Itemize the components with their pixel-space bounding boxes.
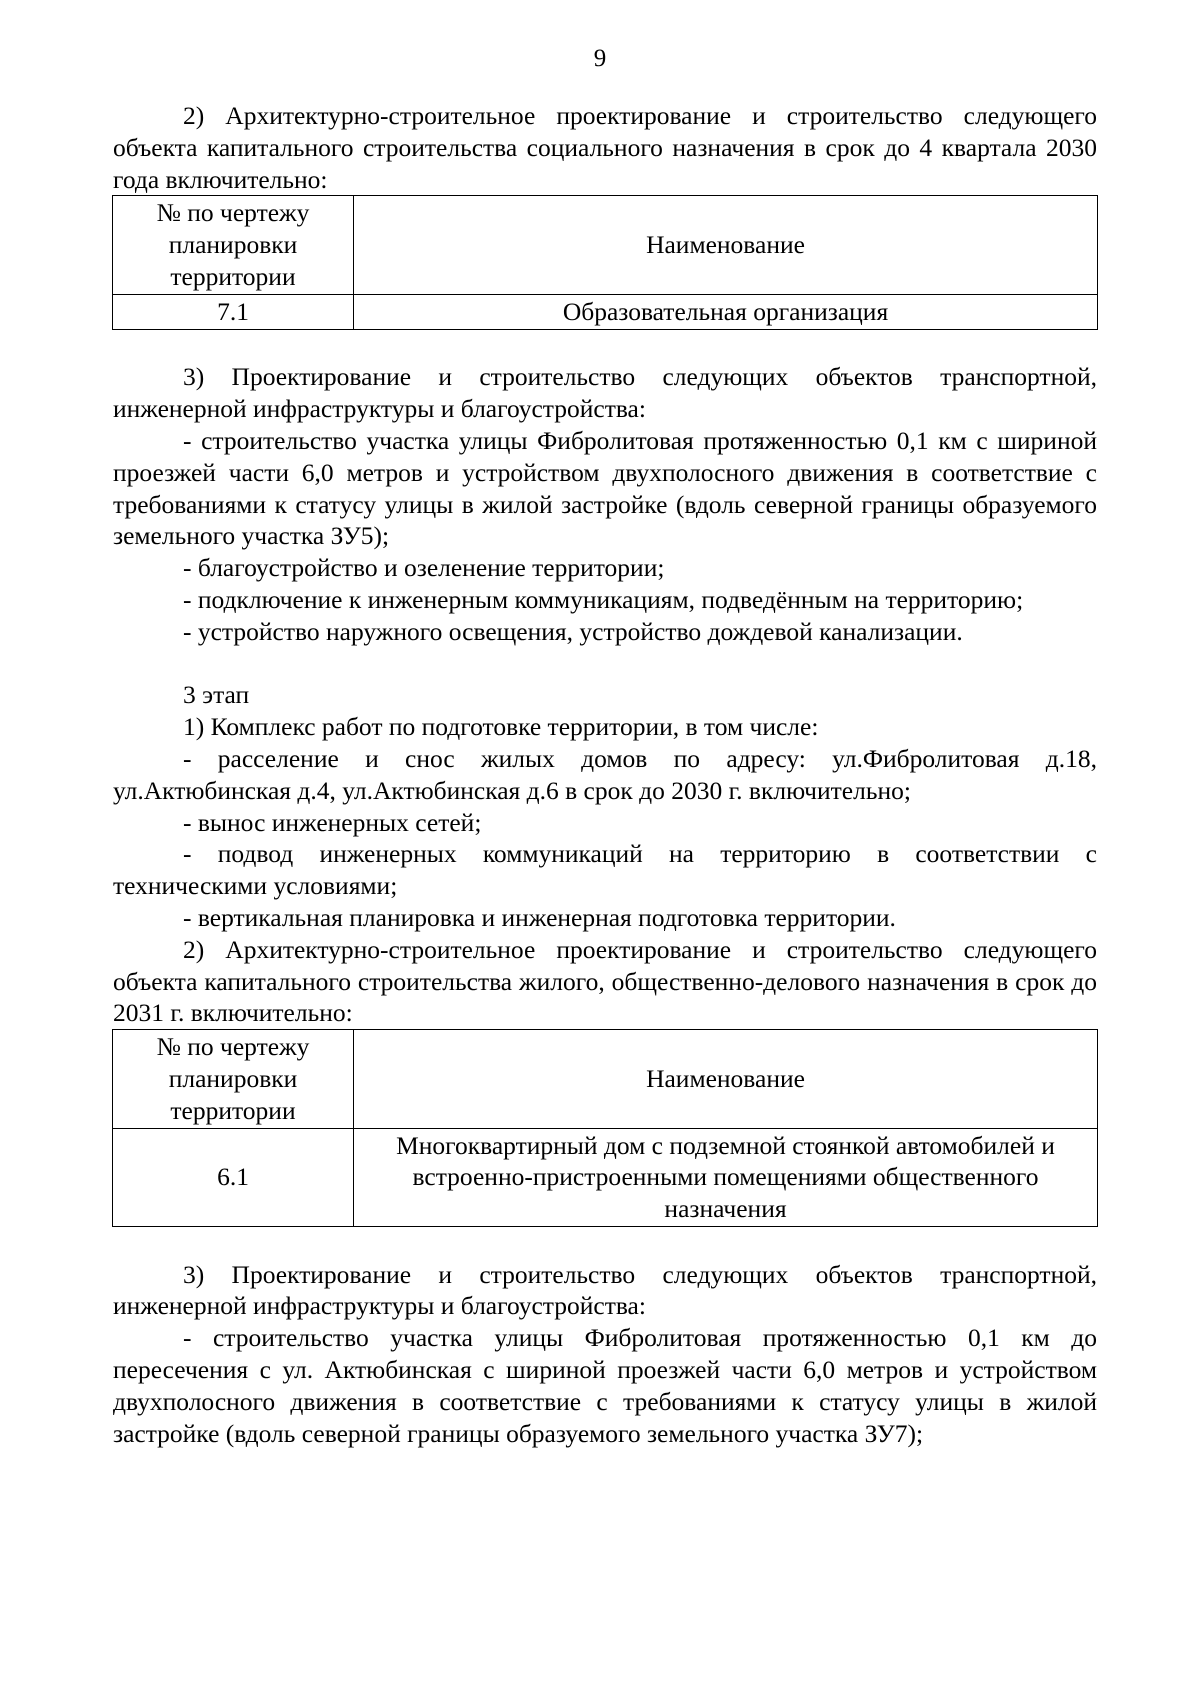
page-number: 9	[593, 45, 607, 72]
list-item: - расселение и снос жилых домов по адресу: ул.Фибролитовая д.18, ул.Актюбинская д.4, ул.Актюбинская д.6 в срок до 2030 г. включительно;	[113, 743, 1097, 805]
paragraph-design-social: 2) Архитектурно-строительное проектирование и строительство следующего объекта капитального строительства социального назначения в срок до 4 квартала 2030 года включительно:	[113, 101, 1097, 194]
paragraph-preparation: 1) Комплекс работ по подготовке территории, в том числе:	[183, 712, 819, 742]
list-item: - строительство участка улицы Фибролитовая протяженностью 0,1 км до пересечения с ул. Актюбинская с шириной проезжей части 6,0 метров и устройством двухполосного движения в соответствие с требованиями к статусу улицы в жилой застройке (вдоль северной границы образуемого земельного участка ЗУ7);	[113, 1323, 1097, 1448]
stage-heading: 3 этап	[183, 680, 250, 710]
paragraph-infrastructure: 3) Проектирование и строительство следующих объектов транспортной, инженерной инфраструктуры и благоустройства:	[113, 1259, 1097, 1321]
header-drawing-number: № по чертежу планировки территории	[113, 196, 354, 294]
header-name: Наименование	[354, 196, 1098, 294]
table-header-row	[113, 196, 1098, 294]
spacer	[113, 1227, 1097, 1259]
objects-table-residential	[112, 1029, 1098, 1227]
table-row	[113, 1128, 1098, 1226]
objects-table-social	[112, 195, 1098, 329]
header-name: Наименование	[354, 1030, 1098, 1128]
table-row	[113, 294, 1098, 329]
list-item: - устройство наружного освещения, устройство дождевой канализации.	[183, 616, 963, 646]
cell-drawing-number: 6.1	[113, 1128, 354, 1226]
cell-drawing-number: 7.1	[113, 294, 354, 329]
spacer	[113, 648, 1097, 680]
paragraph-infrastructure: 3) Проектирование и строительство следующих объектов транспортной, инженерной инфраструктуры и благоустройства:	[113, 362, 1097, 424]
list-item: - вертикальная планировка и инженерная подготовка территории.	[183, 902, 896, 932]
cell-object-name: Образовательная организация	[354, 294, 1098, 329]
table-header-row	[113, 1030, 1098, 1128]
list-item: - вынос инженерных сетей;	[183, 807, 482, 837]
document-body	[113, 100, 1097, 1449]
list-item: - подвод инженерных коммуникаций на территорию в соответствии с техническими условиями;	[113, 839, 1097, 901]
spacer	[113, 330, 1097, 362]
list-item: - подключение к инженерным коммуникациям, подведённым на территорию;	[183, 584, 1024, 614]
header-drawing-number: № по чертежу планировки территории	[113, 1030, 354, 1128]
list-item: - благоустройство и озеленение территории;	[183, 553, 665, 583]
list-item: - строительство участка улицы Фибролитовая протяженностью 0,1 км с шириной проезжей части 6,0 метров и устройством двухполосного движения в соответствие с требованиями к статусу улицы в жилой застройке (вдоль северной границы образуемого земельного участка ЗУ5);	[113, 425, 1097, 551]
cell-object-name: Многоквартирный дом с подземной стоянкой автомобилей и встроенно-пристроенными помещениями общественного назначения	[354, 1128, 1098, 1226]
paragraph-design-residential: 2) Архитектурно-строительное проектирование и строительство следующего объекта капитального строительства жилого, общественно-делового назначения в срок до 2031 г. включительно:	[113, 934, 1097, 1028]
